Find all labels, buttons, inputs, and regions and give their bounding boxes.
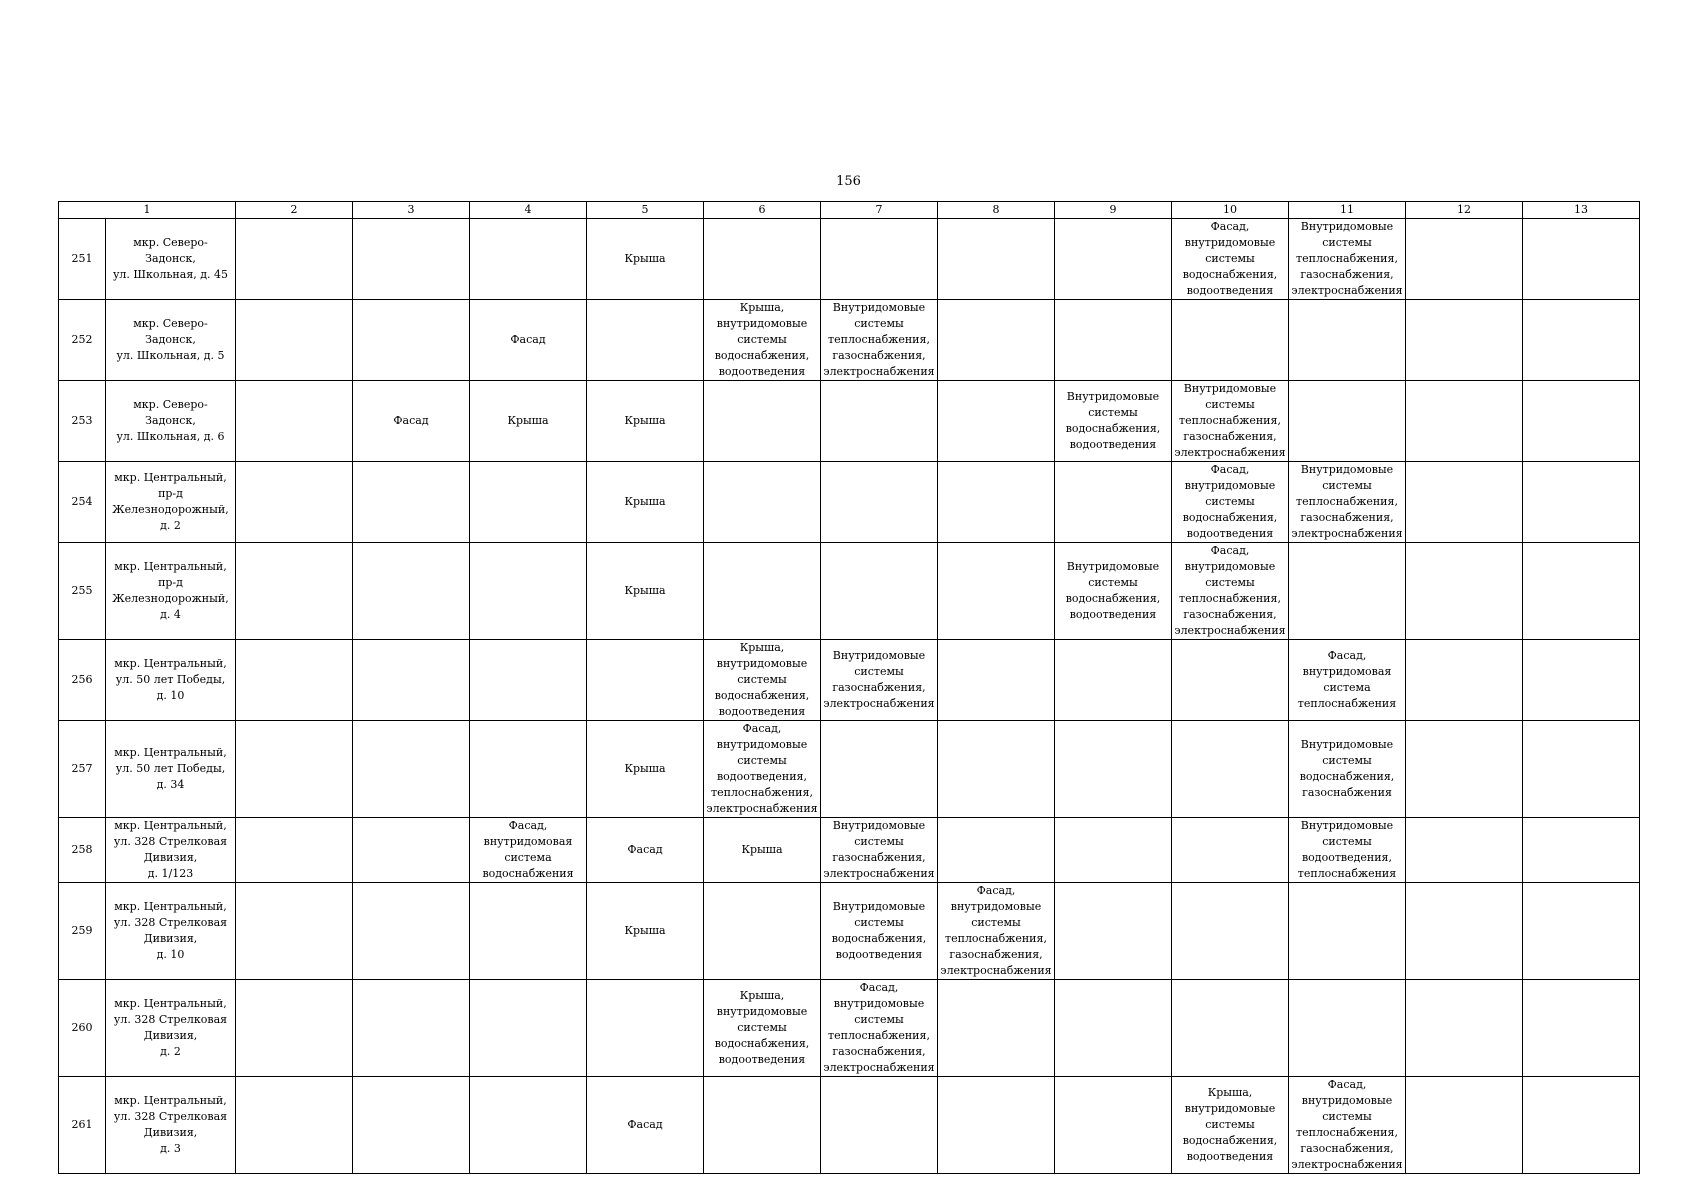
work-cell — [470, 462, 587, 543]
work-cell — [938, 300, 1055, 381]
address-cell: мкр. Северо-Задонск, ул. Школьная, д. 45 — [106, 219, 236, 300]
work-cell — [821, 1077, 938, 1174]
row-number: 254 — [59, 462, 106, 543]
work-cell — [1289, 381, 1406, 462]
work-cell — [704, 883, 821, 980]
header-cell: 1 — [59, 202, 236, 219]
header-cell: 4 — [470, 202, 587, 219]
work-cell — [1172, 980, 1289, 1077]
work-cell: Внутридомовые системы газоснабжения, электроснабжения — [821, 640, 938, 721]
work-cell: Крыша — [587, 543, 704, 640]
work-cell — [938, 818, 1055, 883]
work-cell — [1523, 980, 1640, 1077]
row-number: 256 — [59, 640, 106, 721]
work-cell — [236, 300, 353, 381]
work-cell — [587, 300, 704, 381]
work-cell: Крыша — [587, 462, 704, 543]
work-cell — [353, 721, 470, 818]
work-cell — [236, 640, 353, 721]
table-body — [59, 202, 1640, 1174]
work-cell: Внутридомовые системы теплоснабжения, газоснабжения, электроснабжения — [1289, 219, 1406, 300]
work-cell — [1406, 381, 1523, 462]
work-cell: Крыша, внутридомовые системы водоснабжения, водоотведения — [704, 640, 821, 721]
work-cell — [821, 381, 938, 462]
schedule-table — [58, 201, 1640, 1174]
work-cell — [1523, 381, 1640, 462]
work-cell: Внутридомовые системы газоснабжения, электроснабжения — [821, 818, 938, 883]
work-cell — [938, 543, 1055, 640]
table-row — [59, 883, 1640, 980]
row-number: 261 — [59, 1077, 106, 1174]
work-cell — [470, 543, 587, 640]
work-cell — [1172, 300, 1289, 381]
row-number: 257 — [59, 721, 106, 818]
work-cell — [1523, 883, 1640, 980]
work-cell: Крыша — [587, 219, 704, 300]
row-number: 252 — [59, 300, 106, 381]
work-cell — [1055, 980, 1172, 1077]
address-cell: мкр. Центральный, пр-д Железнодорожный, д. 4 — [106, 543, 236, 640]
work-cell — [470, 219, 587, 300]
work-cell — [1406, 300, 1523, 381]
work-cell — [1523, 543, 1640, 640]
work-cell — [353, 883, 470, 980]
work-cell: Внутридомовые системы водоотведения, теплоснабжения — [1289, 818, 1406, 883]
work-cell — [353, 640, 470, 721]
header-cell: 3 — [353, 202, 470, 219]
work-cell — [236, 721, 353, 818]
work-cell — [938, 219, 1055, 300]
work-cell — [1523, 721, 1640, 818]
work-cell: Фасад, внутридомовые системы водоснабжения, водоотведения — [1172, 462, 1289, 543]
work-cell — [1172, 883, 1289, 980]
work-cell — [236, 543, 353, 640]
work-cell: Фасад — [353, 381, 470, 462]
work-cell: Фасад, внутридомовые системы водоснабжения, водоотведения — [1172, 219, 1289, 300]
header-row — [59, 202, 1640, 219]
work-cell — [353, 543, 470, 640]
work-cell: Крыша — [470, 381, 587, 462]
work-cell: Внутридомовые системы теплоснабжения, газоснабжения, электроснабжения — [1172, 381, 1289, 462]
work-cell — [704, 381, 821, 462]
header-cell: 10 — [1172, 202, 1289, 219]
work-cell — [1406, 462, 1523, 543]
work-cell: Фасад — [587, 818, 704, 883]
work-cell — [236, 980, 353, 1077]
work-cell — [1523, 219, 1640, 300]
work-cell — [1523, 300, 1640, 381]
header-cell: 8 — [938, 202, 1055, 219]
work-cell — [938, 381, 1055, 462]
address-cell: мкр. Центральный, ул. 328 Стрелковая Дивизия, д. 2 — [106, 980, 236, 1077]
work-cell: Внутридомовые системы водоснабжения, водоотведения — [1055, 381, 1172, 462]
work-cell — [1289, 980, 1406, 1077]
work-cell — [1523, 818, 1640, 883]
work-cell — [1055, 1077, 1172, 1174]
header-cell: 7 — [821, 202, 938, 219]
work-cell — [938, 462, 1055, 543]
work-cell — [1289, 883, 1406, 980]
work-cell — [704, 543, 821, 640]
work-cell — [704, 219, 821, 300]
work-cell: Фасад, внутридомовая система теплоснабжения — [1289, 640, 1406, 721]
work-cell: Фасад, внутридомовые системы теплоснабжения, газоснабжения, электроснабжения — [1289, 1077, 1406, 1174]
address-cell: мкр. Северо-Задонск, ул. Школьная, д. 6 — [106, 381, 236, 462]
work-cell — [1055, 219, 1172, 300]
address-cell: мкр. Северо-Задонск, ул. Школьная, д. 5 — [106, 300, 236, 381]
work-cell — [236, 818, 353, 883]
work-cell — [587, 640, 704, 721]
work-cell — [1406, 818, 1523, 883]
header-cell: 5 — [587, 202, 704, 219]
work-cell: Фасад, внутридомовые системы теплоснабжения, газоснабжения, электроснабжения — [1172, 543, 1289, 640]
work-cell — [470, 1077, 587, 1174]
work-cell — [1172, 818, 1289, 883]
work-cell — [236, 1077, 353, 1174]
row-number: 253 — [59, 381, 106, 462]
work-cell — [1055, 462, 1172, 543]
work-cell — [353, 980, 470, 1077]
work-cell — [1055, 883, 1172, 980]
work-cell: Крыша — [587, 721, 704, 818]
work-cell — [1172, 640, 1289, 721]
work-cell — [1523, 462, 1640, 543]
header-cell: 13 — [1523, 202, 1640, 219]
row-number: 251 — [59, 219, 106, 300]
work-cell: Фасад, внутридомовые системы водоотведения, теплоснабжения, электроснабжения — [704, 721, 821, 818]
work-cell — [938, 1077, 1055, 1174]
table-row — [59, 462, 1640, 543]
work-cell — [1406, 980, 1523, 1077]
work-cell — [821, 721, 938, 818]
work-cell — [821, 543, 938, 640]
work-cell: Крыша, внутридомовые системы водоснабжения, водоотведения — [704, 300, 821, 381]
work-cell — [704, 1077, 821, 1174]
work-cell — [1406, 640, 1523, 721]
work-cell — [587, 980, 704, 1077]
work-cell — [470, 980, 587, 1077]
work-cell — [1406, 219, 1523, 300]
address-cell: мкр. Центральный, пр-д Железнодорожный, д. 2 — [106, 462, 236, 543]
work-cell: Крыша — [704, 818, 821, 883]
work-cell — [236, 381, 353, 462]
address-cell: мкр. Центральный, ул. 328 Стрелковая Дивизия, д. 3 — [106, 1077, 236, 1174]
header-cell: 6 — [704, 202, 821, 219]
work-cell — [1055, 818, 1172, 883]
work-cell — [353, 462, 470, 543]
work-cell — [938, 640, 1055, 721]
work-cell — [1172, 721, 1289, 818]
row-number: 259 — [59, 883, 106, 980]
table-row — [59, 721, 1640, 818]
work-cell: Внутридомовые системы водоснабжения, водоотведения — [821, 883, 938, 980]
page-number: 156 — [836, 174, 861, 189]
work-cell: Крыша — [587, 381, 704, 462]
work-cell — [1055, 300, 1172, 381]
work-cell — [470, 721, 587, 818]
header-cell: 11 — [1289, 202, 1406, 219]
work-cell — [1406, 1077, 1523, 1174]
work-cell — [938, 980, 1055, 1077]
work-cell — [938, 721, 1055, 818]
header-cell: 9 — [1055, 202, 1172, 219]
work-cell: Крыша — [587, 883, 704, 980]
work-cell — [353, 1077, 470, 1174]
table-row — [59, 300, 1640, 381]
work-cell — [353, 300, 470, 381]
work-cell — [236, 883, 353, 980]
address-cell: мкр. Центральный, ул. 328 Стрелковая Дивизия, д. 1/123 — [106, 818, 236, 883]
work-cell: Внутридомовые системы водоснабжения, газоснабжения — [1289, 721, 1406, 818]
row-number: 258 — [59, 818, 106, 883]
table-row — [59, 1077, 1640, 1174]
work-cell: Фасад, внутридомовая система водоснабжения — [470, 818, 587, 883]
work-cell — [1406, 883, 1523, 980]
header-cell: 2 — [236, 202, 353, 219]
table-row — [59, 640, 1640, 721]
work-cell — [1406, 721, 1523, 818]
table-row — [59, 381, 1640, 462]
address-cell: мкр. Центральный, ул. 50 лет Победы, д. 10 — [106, 640, 236, 721]
work-cell — [1289, 300, 1406, 381]
work-cell — [1523, 1077, 1640, 1174]
work-cell — [1055, 640, 1172, 721]
work-cell — [470, 640, 587, 721]
work-cell: Внутридомовые системы теплоснабжения, газоснабжения, электроснабжения — [1289, 462, 1406, 543]
work-cell — [1523, 640, 1640, 721]
work-cell — [821, 219, 938, 300]
work-cell: Фасад — [587, 1077, 704, 1174]
work-cell — [236, 219, 353, 300]
table-row — [59, 219, 1640, 300]
work-cell: Крыша, внутридомовые системы водоснабжения, водоотведения — [1172, 1077, 1289, 1174]
table-row — [59, 818, 1640, 883]
row-number: 260 — [59, 980, 106, 1077]
work-cell — [470, 883, 587, 980]
work-cell: Фасад, внутридомовые системы теплоснабжения, газоснабжения, электроснабжения — [821, 980, 938, 1077]
header-cell: 12 — [1406, 202, 1523, 219]
work-cell — [236, 462, 353, 543]
table-row — [59, 543, 1640, 640]
work-cell — [1289, 543, 1406, 640]
work-cell: Внутридомовые системы теплоснабжения, газоснабжения, электроснабжения — [821, 300, 938, 381]
address-cell: мкр. Центральный, ул. 50 лет Победы, д. 34 — [106, 721, 236, 818]
work-cell: Фасад — [470, 300, 587, 381]
work-cell — [821, 462, 938, 543]
table-row — [59, 980, 1640, 1077]
work-cell — [704, 462, 821, 543]
work-cell — [1406, 543, 1523, 640]
work-cell: Крыша, внутридомовые системы водоснабжения, водоотведения — [704, 980, 821, 1077]
work-cell — [353, 219, 470, 300]
work-cell: Внутридомовые системы водоснабжения, водоотведения — [1055, 543, 1172, 640]
address-cell: мкр. Центральный, ул. 328 Стрелковая Дивизия, д. 10 — [106, 883, 236, 980]
work-cell: Фасад, внутридомовые системы теплоснабжения, газоснабжения, электроснабжения — [938, 883, 1055, 980]
row-number: 255 — [59, 543, 106, 640]
work-cell — [1055, 721, 1172, 818]
work-cell — [353, 818, 470, 883]
